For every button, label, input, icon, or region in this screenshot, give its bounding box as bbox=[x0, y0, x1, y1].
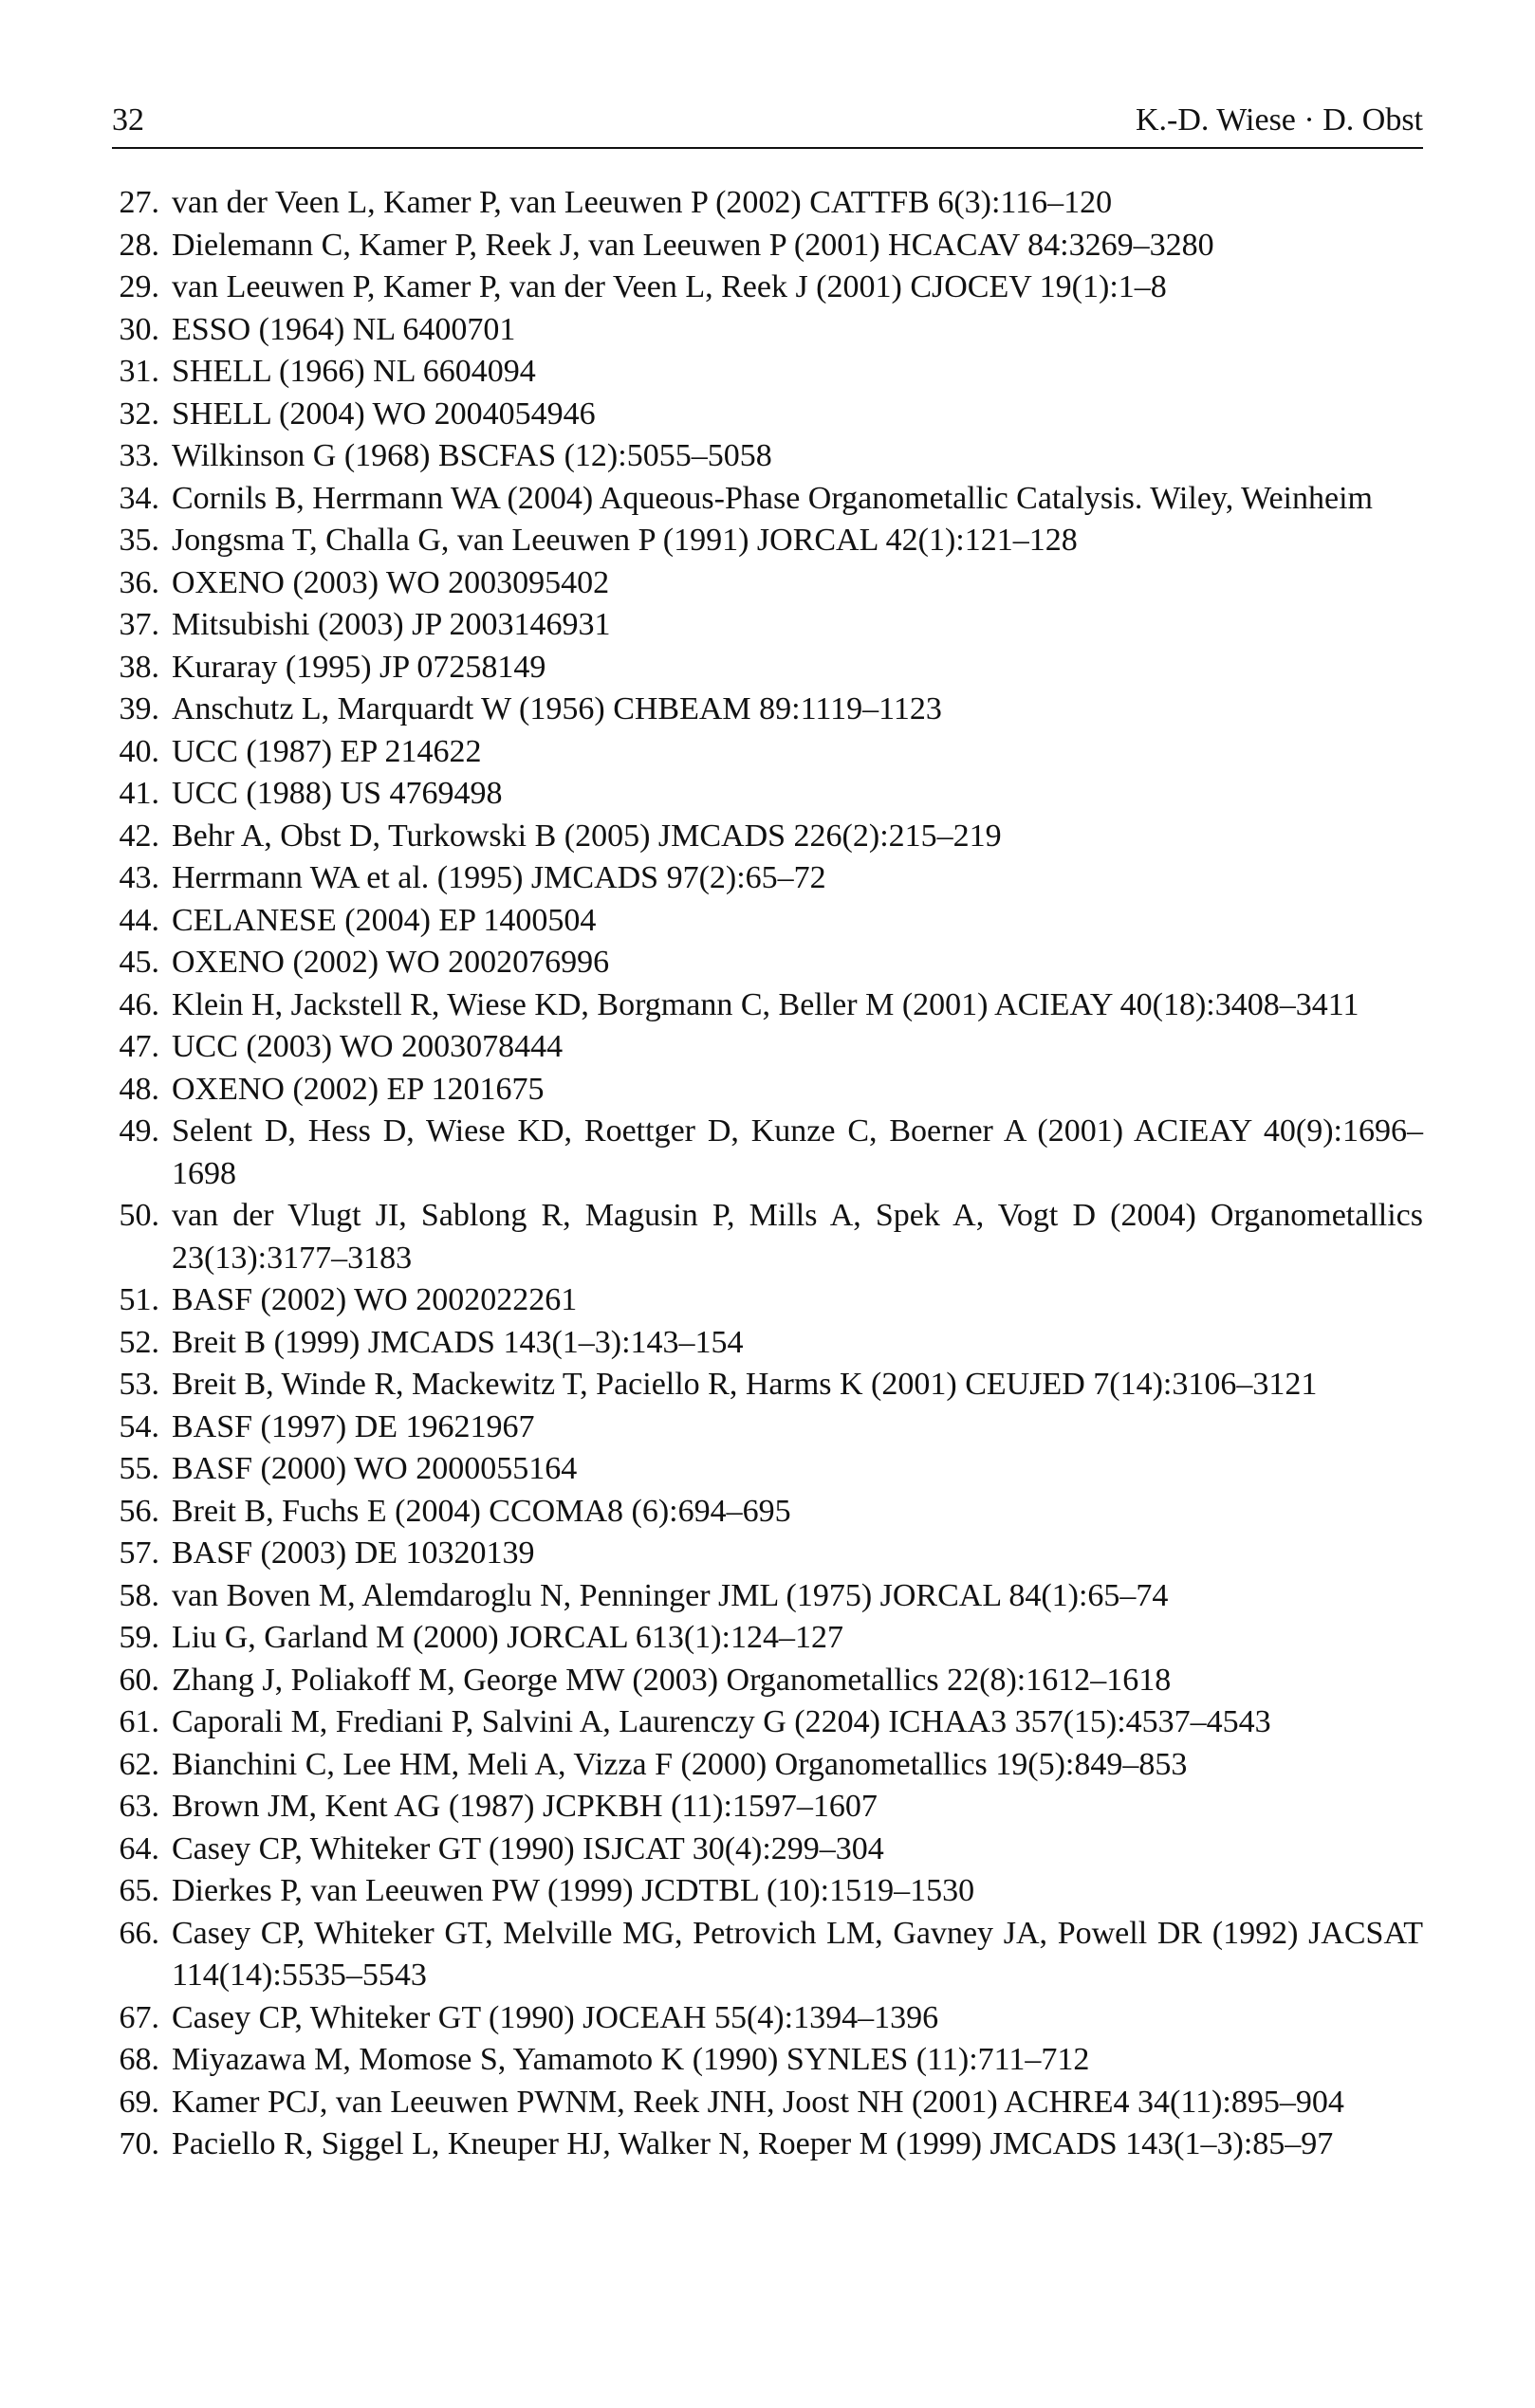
reference-number: 57. bbox=[119, 1535, 159, 1571]
reference-number: 70. bbox=[119, 2126, 159, 2161]
reference-item bbox=[112, 225, 1423, 267]
reference-text: Kuraray (1995) JP 07258149 bbox=[172, 649, 546, 685]
reference-number: 50. bbox=[119, 1198, 159, 1233]
reference-item bbox=[112, 900, 1423, 943]
reference-text: Paciello R, Siggel L, Kneuper HJ, Walker N, Roeper M (1999) JMCADS 143(1–3):85–97 bbox=[172, 2126, 1334, 2161]
reference-number: 49. bbox=[119, 1113, 159, 1149]
reference-text: OXENO (2003) WO 2003095402 bbox=[172, 564, 610, 600]
reference-text: BASF (2003) DE 10320139 bbox=[172, 1535, 535, 1571]
reference-number: 48. bbox=[119, 1071, 159, 1107]
reference-text: Dielemann C, Kamer P, Reek J, van Leeuwen P (2001) HCACAV 84:3269–3280 bbox=[172, 227, 1214, 263]
reference-item bbox=[112, 984, 1423, 1027]
reference-item bbox=[112, 731, 1423, 774]
reference-item bbox=[112, 1448, 1423, 1491]
reference-text: Casey CP, Whiteker GT, Melville MG, Petrovich LM, Gavney JA, Powell DR (1992) JACSAT 114(14):5535–5543 bbox=[172, 1915, 1423, 1993]
reference-number: 59. bbox=[119, 1620, 159, 1655]
reference-number: 41. bbox=[119, 776, 159, 811]
reference-text: Wilkinson G (1968) BSCFAS (12):5055–5058 bbox=[172, 438, 772, 473]
reference-number: 45. bbox=[119, 945, 159, 980]
reference-item bbox=[112, 1660, 1423, 1702]
reference-item bbox=[112, 1491, 1423, 1534]
reference-item bbox=[112, 394, 1423, 436]
reference-number: 58. bbox=[119, 1577, 159, 1613]
reference-item bbox=[112, 1870, 1423, 1913]
reference-item bbox=[112, 435, 1423, 478]
reference-text: Bianchini C, Lee HM, Meli A, Vizza F (2000) Organometallics 19(5):849–853 bbox=[172, 1746, 1188, 1782]
reference-text: Casey CP, Whiteker GT (1990) ISJCAT 30(4):299–304 bbox=[172, 1830, 884, 1866]
header-rule bbox=[112, 147, 1423, 149]
reference-number: 62. bbox=[119, 1746, 159, 1782]
reference-item bbox=[112, 2123, 1423, 2166]
reference-item bbox=[112, 1913, 1423, 1997]
reference-item bbox=[112, 1786, 1423, 1829]
reference-item bbox=[112, 1533, 1423, 1575]
reference-text: Herrmann WA et al. (1995) JMCADS 97(2):65–72 bbox=[172, 860, 826, 895]
reference-number: 69. bbox=[119, 2084, 159, 2120]
reference-item bbox=[112, 689, 1423, 731]
reference-text: CELANESE (2004) EP 1400504 bbox=[172, 902, 597, 938]
reference-item bbox=[112, 1997, 1423, 2040]
reference-text: van Leeuwen P, Kamer P, van der Veen L, Reek J (2001) CJOCEV 19(1):1–8 bbox=[172, 269, 1167, 304]
reference-number: 28. bbox=[119, 227, 159, 263]
reference-item bbox=[112, 1575, 1423, 1618]
reference-text: Jongsma T, Challa G, van Leeuwen P (1991) JORCAL 42(1):121–128 bbox=[172, 523, 1078, 558]
reference-text: OXENO (2002) WO 2002076996 bbox=[172, 945, 610, 980]
reference-item bbox=[112, 604, 1423, 647]
reference-number: 27. bbox=[119, 185, 159, 220]
reference-item bbox=[112, 942, 1423, 984]
reference-item bbox=[112, 1322, 1423, 1365]
page-number: 32 bbox=[112, 102, 144, 138]
reference-text: van Boven M, Alemdaroglu N, Penninger JML (1975) JORCAL 84(1):65–74 bbox=[172, 1577, 1169, 1613]
reference-item bbox=[112, 1111, 1423, 1195]
reference-text: Cornils B, Herrmann WA (2004) Aqueous-Phase Organometallic Catalysis. Wiley, Weinheim bbox=[172, 480, 1373, 516]
reference-number: 30. bbox=[119, 311, 159, 347]
reference-number: 43. bbox=[119, 860, 159, 895]
reference-text: Kamer PCJ, van Leeuwen PWNM, Reek JNH, Joost NH (2001) ACHRE4 34(11):895–904 bbox=[172, 2084, 1344, 2120]
reference-text: Breit B, Fuchs E (2004) CCOMA8 (6):694–695 bbox=[172, 1493, 791, 1529]
reference-text: BASF (1997) DE 19621967 bbox=[172, 1408, 535, 1444]
reference-number: 33. bbox=[119, 438, 159, 473]
reference-number: 37. bbox=[119, 607, 159, 642]
reference-number: 63. bbox=[119, 1789, 159, 1824]
reference-text: OXENO (2002) EP 1201675 bbox=[172, 1071, 545, 1107]
reference-text: ESSO (1964) NL 6400701 bbox=[172, 311, 516, 347]
page-header bbox=[112, 97, 1423, 144]
reference-text: Mitsubishi (2003) JP 2003146931 bbox=[172, 607, 611, 642]
reference-number: 68. bbox=[119, 2042, 159, 2077]
reference-item bbox=[112, 647, 1423, 689]
reference-text: Behr A, Obst D, Turkowski B (2005) JMCADS 226(2):215–219 bbox=[172, 818, 1002, 854]
reference-number: 55. bbox=[119, 1451, 159, 1486]
reference-text: Brown JM, Kent AG (1987) JCPKBH (11):1597–1607 bbox=[172, 1789, 878, 1824]
reference-number: 47. bbox=[119, 1029, 159, 1064]
reference-item bbox=[112, 1195, 1423, 1279]
reference-number: 44. bbox=[119, 902, 159, 938]
reference-item bbox=[112, 1069, 1423, 1112]
reference-item bbox=[112, 267, 1423, 309]
reference-number: 54. bbox=[119, 1408, 159, 1444]
reference-number: 60. bbox=[119, 1662, 159, 1698]
reference-text: BASF (2000) WO 2000055164 bbox=[172, 1451, 578, 1486]
reference-text: van der Veen L, Kamer P, van Leeuwen P (2002) CATTFB 6(3):116–120 bbox=[172, 185, 1113, 220]
reference-number: 35. bbox=[119, 523, 159, 558]
reference-list bbox=[112, 182, 1423, 2166]
reference-number: 64. bbox=[119, 1830, 159, 1866]
reference-number: 46. bbox=[119, 986, 159, 1022]
reference-item bbox=[112, 1829, 1423, 1871]
reference-number: 32. bbox=[119, 395, 159, 432]
reference-text: Dierkes P, van Leeuwen PW (1999) JCDTBL (10):1519–1530 bbox=[172, 1873, 975, 1908]
reference-text: SHELL (2004) WO 2004054946 bbox=[172, 395, 596, 432]
reference-text: Liu G, Garland M (2000) JORCAL 613(1):124–127 bbox=[172, 1620, 843, 1655]
reference-item bbox=[112, 309, 1423, 352]
reference-item bbox=[112, 1701, 1423, 1744]
reference-text: UCC (2003) WO 2003078444 bbox=[172, 1029, 564, 1064]
reference-item bbox=[112, 773, 1423, 816]
reference-text: Klein H, Jackstell R, Wiese KD, Borgmann C, Beller M (2001) ACIEAY 40(18):3408–3411 bbox=[172, 986, 1359, 1022]
reference-item bbox=[112, 1406, 1423, 1449]
reference-text: Anschutz L, Marquardt W (1956) CHBEAM 89:1119–1123 bbox=[172, 691, 942, 726]
reference-number: 67. bbox=[119, 1999, 159, 2035]
reference-text: Breit B (1999) JMCADS 143(1–3):143–154 bbox=[172, 1324, 744, 1360]
reference-number: 65. bbox=[119, 1873, 159, 1908]
reference-item bbox=[112, 1364, 1423, 1406]
reference-number: 39. bbox=[119, 691, 159, 726]
reference-item bbox=[112, 478, 1423, 521]
reference-text: Miyazawa M, Momose S, Yamamoto K (1990) SYNLES (11):711–712 bbox=[172, 2042, 1090, 2077]
reference-number: 56. bbox=[119, 1493, 159, 1529]
reference-number: 36. bbox=[119, 564, 159, 600]
reference-item bbox=[112, 1617, 1423, 1660]
reference-text: SHELL (1966) NL 6604094 bbox=[172, 354, 536, 389]
reference-item bbox=[112, 182, 1423, 225]
reference-text: Selent D, Hess D, Wiese KD, Roettger D, Kunze C, Boerner A (2001) ACIEAY 40(9):1696–1698 bbox=[172, 1113, 1423, 1191]
reference-text: BASF (2002) WO 2002022261 bbox=[172, 1282, 578, 1317]
reference-item bbox=[112, 1279, 1423, 1322]
reference-number: 61. bbox=[119, 1704, 159, 1739]
reference-number: 29. bbox=[119, 269, 159, 304]
reference-number: 34. bbox=[119, 480, 159, 516]
reference-item bbox=[112, 1744, 1423, 1787]
reference-number: 42. bbox=[119, 818, 159, 854]
reference-number: 53. bbox=[119, 1367, 159, 1402]
reference-item bbox=[112, 351, 1423, 394]
reference-number: 66. bbox=[119, 1915, 159, 1951]
reference-item bbox=[112, 816, 1423, 858]
reference-item bbox=[112, 562, 1423, 605]
reference-number: 31. bbox=[119, 354, 159, 389]
reference-number: 51. bbox=[119, 1282, 159, 1317]
reference-number: 40. bbox=[119, 733, 159, 769]
reference-item bbox=[112, 857, 1423, 900]
reference-text: Breit B, Winde R, Mackewitz T, Paciello R, Harms K (2001) CEUJED 7(14):3106–3121 bbox=[172, 1367, 1318, 1402]
reference-item bbox=[112, 2039, 1423, 2082]
reference-number: 38. bbox=[119, 649, 159, 685]
reference-item bbox=[112, 2082, 1423, 2124]
reference-text: UCC (1988) US 4769498 bbox=[172, 776, 503, 811]
reference-text: Casey CP, Whiteker GT (1990) JOCEAH 55(4):1394–1396 bbox=[172, 1999, 939, 2035]
reference-number: 52. bbox=[119, 1324, 159, 1360]
reference-text: Caporali M, Frediani P, Salvini A, Laurenczy G (2204) ICHAA3 357(15):4537–4543 bbox=[172, 1704, 1271, 1739]
reference-item bbox=[112, 1026, 1423, 1069]
running-head: K.-D. Wiese · D. Obst bbox=[1135, 102, 1423, 138]
reference-text: UCC (1987) EP 214622 bbox=[172, 733, 482, 769]
reference-text: Zhang J, Poliakoff M, George MW (2003) Organometallics 22(8):1612–1618 bbox=[172, 1662, 1172, 1698]
reference-text: van der Vlugt JI, Sablong R, Magusin P, Mills A, Spek A, Vogt D (2004) Organometallics 23(13):3177–3183 bbox=[172, 1198, 1423, 1276]
reference-item bbox=[112, 520, 1423, 562]
